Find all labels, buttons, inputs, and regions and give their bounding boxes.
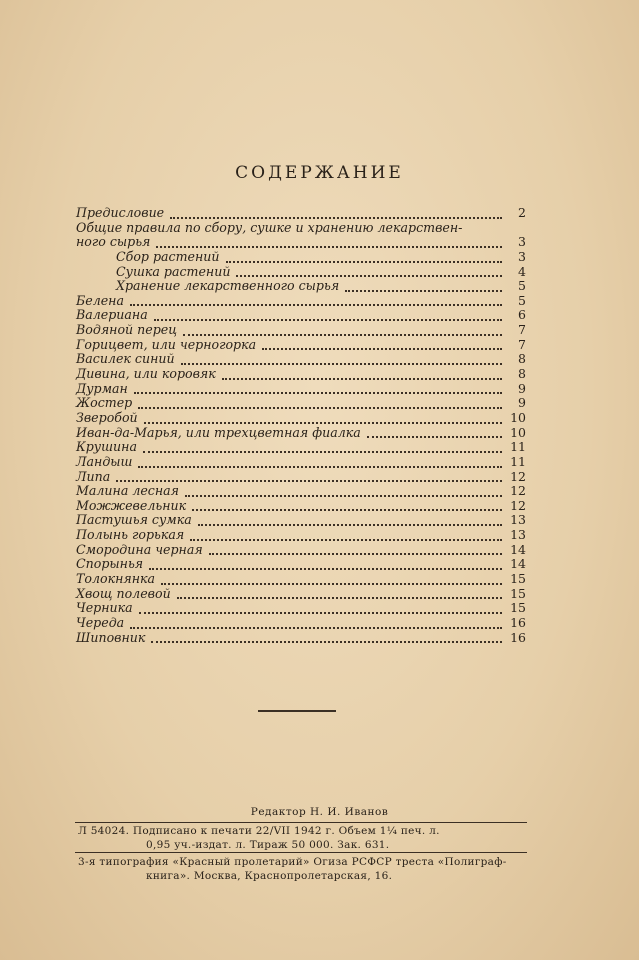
printer-line: 3-я типография «Красный пролетарий» Огиза РСФСР треста «Полиграф- — [78, 856, 507, 868]
toc-entry-page: 12 — [510, 468, 526, 484]
toc-entry — [76, 543, 528, 558]
toc-entry-page: 13 — [510, 527, 526, 543]
toc-entry — [76, 484, 528, 499]
dot-leader — [154, 309, 502, 321]
toc-entry-title: Липа — [76, 468, 111, 484]
toc-entry-title: Иван-да-Марья, или трехцветная фиалка — [76, 424, 361, 440]
toc-entry-title: Спорынья — [76, 556, 144, 572]
toc-entry-page: 14 — [510, 556, 526, 572]
dot-leader — [149, 558, 502, 570]
toc-entry — [76, 308, 528, 323]
dot-leader — [177, 587, 502, 599]
toc-entry-page: 11 — [510, 453, 526, 469]
toc-entry-title: Толокнянка — [76, 571, 156, 587]
toc-entry-title: Череда — [76, 614, 125, 630]
toc-entry — [76, 601, 528, 616]
toc-entry-page: 2 — [518, 205, 526, 220]
toc-entry-page: 5 — [518, 292, 526, 308]
toc-entry — [76, 206, 528, 221]
toc-entry-page: 6 — [518, 307, 526, 323]
toc-entry-title: Дурман — [76, 380, 128, 396]
dot-leader — [236, 265, 502, 277]
toc-entry-page: 3 — [518, 248, 526, 264]
toc-entry-title: Василек синий — [76, 351, 175, 367]
dot-leader — [139, 602, 502, 614]
toc-entry-title: Полынь горькая — [76, 527, 185, 543]
dot-leader — [262, 338, 502, 350]
toc-entry — [76, 294, 528, 309]
toc-entry-page: 16 — [510, 629, 526, 645]
toc-entry — [76, 352, 528, 367]
page-title: СОДЕРЖАНИЕ — [235, 163, 404, 183]
toc-entry — [76, 323, 528, 338]
dot-leader — [130, 617, 502, 629]
toc-entry — [76, 499, 528, 514]
dot-leader — [183, 324, 502, 336]
toc-entry-page: 10 — [510, 424, 526, 440]
toc-entry-title: Хранение лекарственного сырья — [116, 278, 340, 294]
toc-entry-page: 10 — [510, 409, 526, 425]
imprint-line: 0,95 уч.-издат. л. Тираж 50 000. Зак. 631. — [146, 839, 390, 851]
toc-entry — [76, 631, 528, 646]
toc-entry — [76, 338, 528, 353]
toc-entry-title: Крушина — [76, 439, 137, 455]
imprint-block — [78, 824, 526, 852]
toc-entry-page: 11 — [510, 439, 526, 455]
dot-leader — [161, 573, 502, 585]
toc-entry-title: Шиповник — [76, 629, 146, 645]
toc-entry — [76, 396, 528, 411]
toc-entry — [76, 528, 528, 543]
toc-entry — [76, 455, 528, 470]
toc-entry-page: 12 — [510, 497, 526, 513]
toc-entry-page: 14 — [510, 541, 526, 557]
imprint-line: Л 54024. Подписано к печати 22/VII 1942 г. Объем 1¼ печ. л. — [78, 825, 440, 837]
dot-leader — [190, 529, 502, 541]
toc-entry — [76, 221, 528, 236]
toc-entry — [76, 440, 528, 455]
toc-entry-title: Общие правила по сбору, сушке и хранению лекарствен- — [76, 219, 463, 235]
toc-entry-title: Можжевельник — [76, 497, 187, 513]
toc-entry — [76, 235, 528, 250]
toc-entry-title: Жостер — [76, 395, 133, 411]
dot-leader — [185, 485, 502, 497]
dot-leader — [144, 412, 502, 424]
toc-entry-page: 5 — [518, 278, 526, 294]
toc-entry-page: 15 — [510, 585, 526, 601]
dot-leader — [345, 280, 502, 292]
toc-entry-title: Горицвет, или черногорка — [76, 336, 257, 352]
toc-entry-title: Ландыш — [76, 453, 133, 469]
divider — [75, 822, 527, 823]
toc-entry-title: Хвощ полевой — [76, 585, 171, 601]
dot-leader — [138, 456, 502, 468]
toc-entry-page: 9 — [518, 395, 526, 411]
toc-entry — [76, 265, 528, 280]
toc-entry — [76, 572, 528, 587]
toc-entry — [76, 382, 528, 397]
toc-entry-title: ного сырья — [76, 234, 151, 250]
toc-entry — [76, 411, 528, 426]
toc-entry-title: Зверобой — [76, 409, 138, 425]
dot-leader — [151, 631, 502, 643]
toc-entry — [76, 470, 528, 485]
toc-entry-page: 9 — [518, 380, 526, 396]
dot-leader — [130, 294, 502, 306]
toc-entry — [76, 557, 528, 572]
toc-entry-title: Смородина черная — [76, 541, 203, 557]
toc-entry-page: 13 — [510, 512, 526, 528]
toc-entry-page: 15 — [510, 571, 526, 587]
toc-entry-title: Белена — [76, 292, 124, 308]
dot-leader — [134, 382, 502, 394]
divider — [75, 852, 527, 853]
dot-leader — [181, 353, 502, 365]
dot-leader — [156, 236, 502, 248]
dot-leader — [138, 397, 502, 409]
toc-entry-title: Пастушья сумка — [76, 512, 192, 528]
divider — [258, 710, 336, 712]
table-of-contents — [76, 206, 528, 645]
toc-entry-page: 8 — [518, 366, 526, 382]
dot-leader — [367, 426, 502, 438]
toc-entry-page: 4 — [518, 263, 526, 279]
dot-leader — [192, 499, 502, 511]
toc-entry-page: 16 — [510, 614, 526, 630]
dot-leader — [170, 207, 502, 219]
dot-leader — [116, 470, 502, 482]
toc-entry-page: 3 — [518, 234, 526, 250]
printer-line: книга». Москва, Краснопролетарская, 16. — [146, 870, 393, 882]
printer-block — [78, 855, 526, 883]
toc-entry-page: 15 — [510, 600, 526, 616]
toc-entry — [76, 367, 528, 382]
toc-entry — [76, 513, 528, 528]
dot-leader — [226, 251, 502, 263]
toc-entry — [76, 279, 528, 294]
toc-entry-title: Водяной перец — [76, 322, 178, 338]
toc-entry — [76, 587, 528, 602]
toc-entry-title: Дивина, или коровяк — [76, 366, 216, 382]
dot-leader — [198, 514, 502, 526]
dot-leader — [222, 368, 502, 380]
toc-entry-title: Сбор растений — [116, 248, 220, 264]
toc-entry-page: 7 — [518, 336, 526, 352]
dot-leader — [143, 441, 502, 453]
editor-credit: Редактор Н. И. Иванов — [250, 806, 389, 818]
toc-entry-title: Черника — [76, 600, 133, 616]
toc-entry-title: Предисловие — [76, 205, 165, 220]
toc-entry-title: Валериана — [76, 307, 148, 323]
toc-entry — [76, 616, 528, 631]
toc-entry — [76, 426, 528, 441]
toc-entry-page: 8 — [518, 351, 526, 367]
toc-entry-page: 7 — [518, 322, 526, 338]
toc-entry — [76, 250, 528, 265]
toc-entry-title: Сушка растений — [116, 263, 231, 279]
dot-leader — [209, 543, 502, 555]
toc-entry-title: Малина лесная — [76, 483, 180, 499]
toc-entry-page: 12 — [510, 483, 526, 499]
